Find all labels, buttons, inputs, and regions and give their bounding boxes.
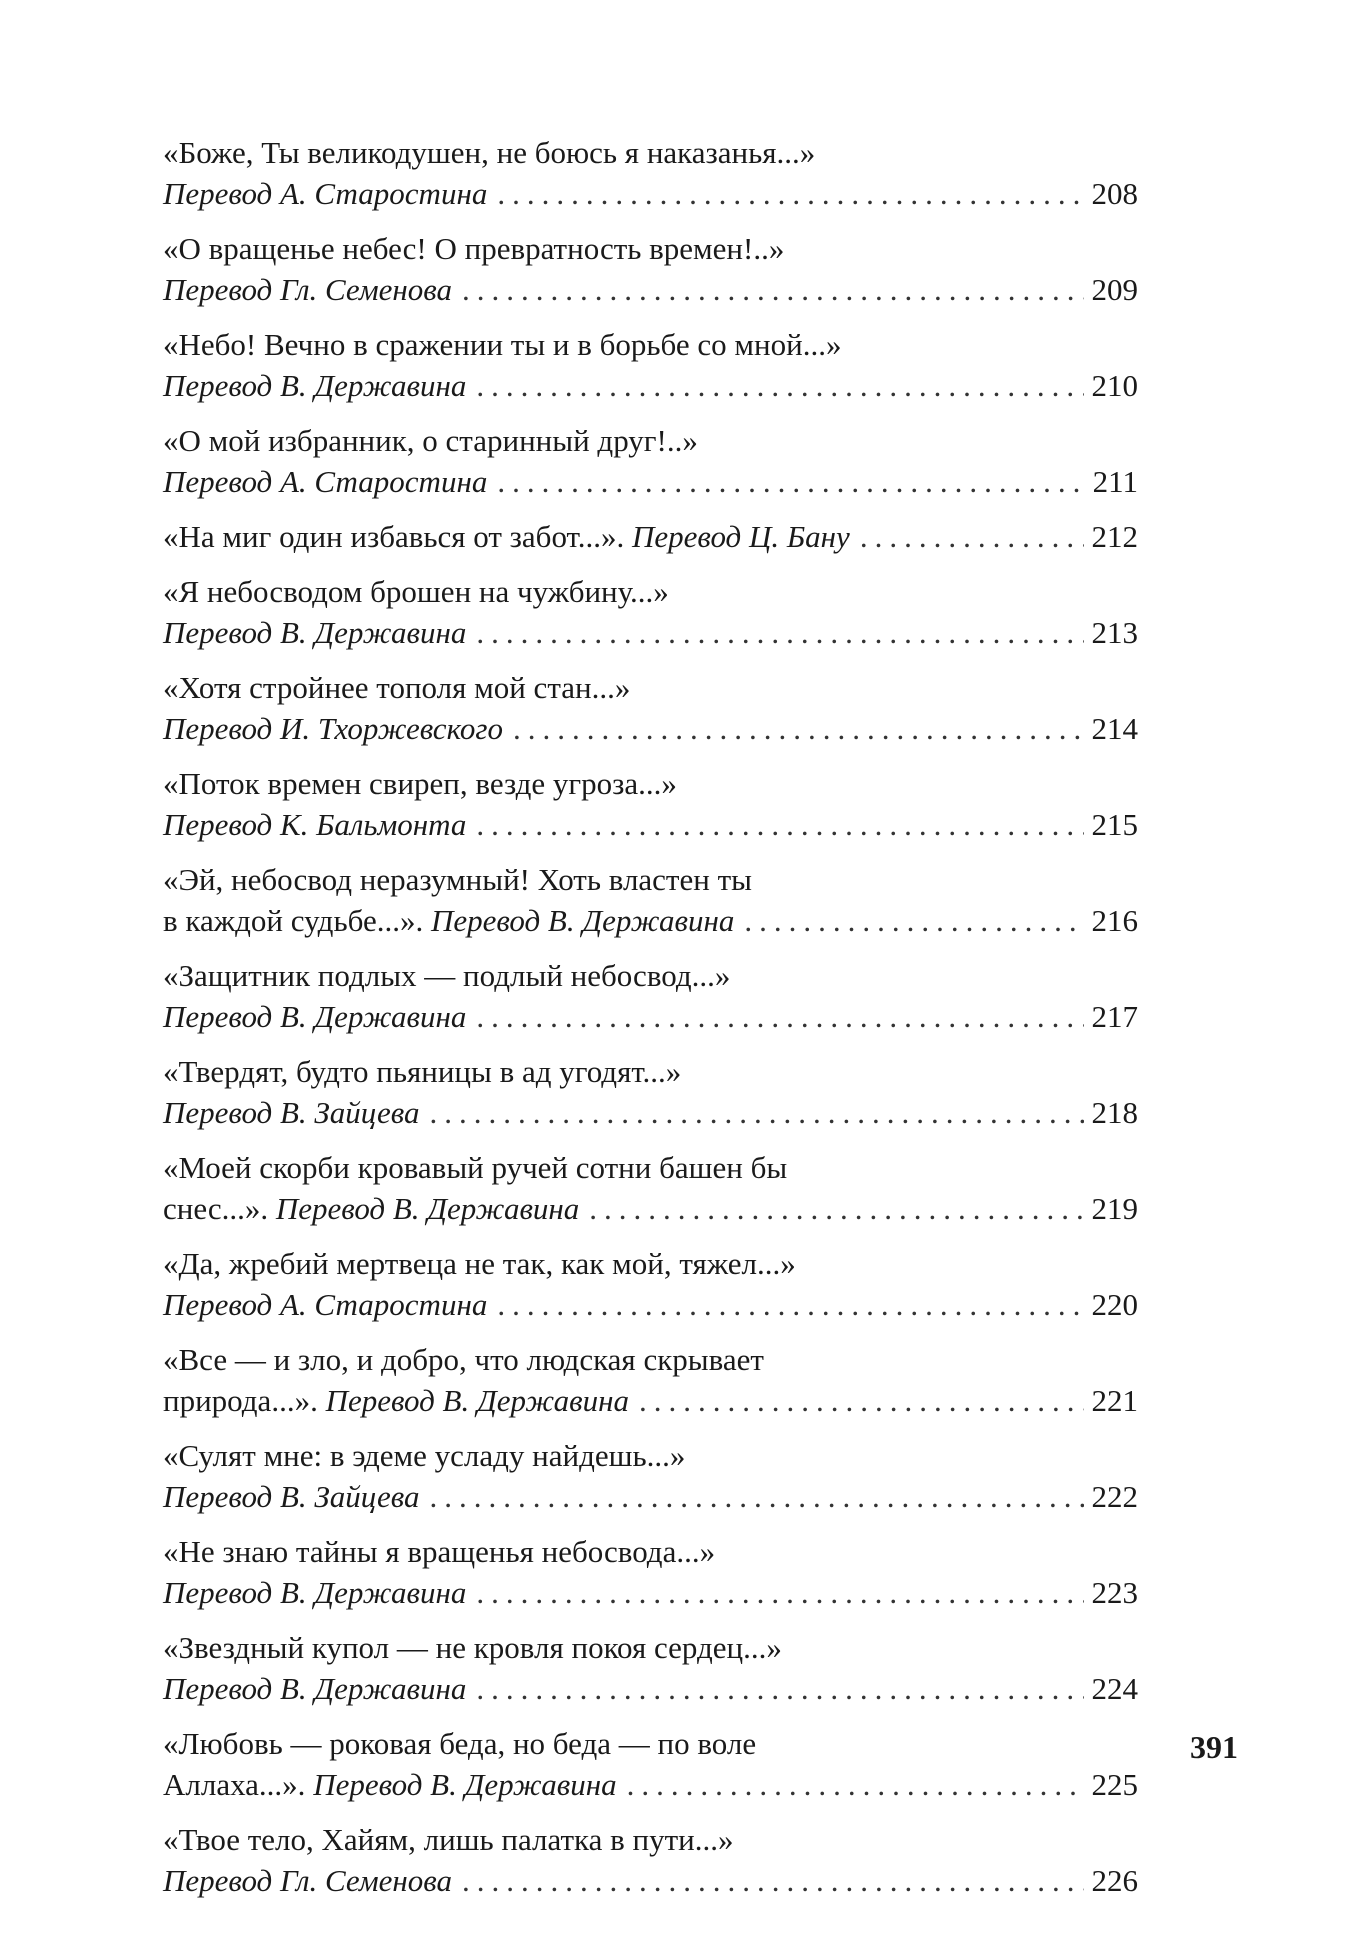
toc-entry-first-line (163, 1435, 1138, 1476)
translator-credit: Перевод В. Державина (275, 1191, 580, 1226)
translator-credit: Перевод А. Старостина (163, 176, 488, 211)
translator-credit: Перевод А. Старостина (163, 1287, 488, 1322)
toc-page-number: 209 (1091, 272, 1138, 307)
toc-page-number: 218 (1091, 1095, 1138, 1130)
toc-entry-text (163, 1188, 579, 1229)
poem-first-line: «Не знаю тайны я вращенья небосвода...» (163, 1534, 716, 1569)
translator-credit: Перевод К. Бальмонта (163, 807, 467, 842)
toc-page-number: 221 (1091, 1383, 1138, 1418)
toc-entry (163, 859, 1138, 941)
translator-credit: Перевод В. Державина (325, 1383, 629, 1418)
translator-credit: Перевод В. Державина (163, 368, 467, 403)
dot-leader (639, 1380, 1084, 1421)
toc-entry-text (163, 708, 503, 749)
dot-leader (476, 1572, 1083, 1613)
poem-line-continuation: «На миг один избавься от забот...». (163, 519, 633, 554)
toc-entry (163, 667, 1138, 749)
toc-entry-translator-line (163, 1476, 1138, 1517)
translator-credit: Перевод В. Зайцева (163, 1479, 420, 1514)
toc-entry-translator-line (163, 612, 1138, 653)
toc-entry (163, 1147, 1138, 1229)
toc-entry (163, 955, 1138, 1037)
toc-entry-translator-line (163, 996, 1138, 1037)
dot-leader (476, 365, 1083, 406)
toc-entry-translator-line (163, 900, 1138, 941)
dot-leader (744, 900, 1083, 941)
toc-entry-translator-line (163, 1572, 1138, 1613)
toc-page-number: 210 (1091, 368, 1138, 403)
toc-entry-text (163, 1284, 487, 1325)
toc-page-number: 212 (1091, 519, 1138, 554)
toc-entry-text (163, 1092, 420, 1133)
toc-entry-text (163, 269, 452, 310)
toc-entry-translator-line (163, 1380, 1138, 1421)
toc-entry-first-line (163, 1723, 1138, 1764)
dot-leader (462, 1860, 1083, 1901)
toc-entry-text (163, 1380, 629, 1421)
toc-entry-translator-line (163, 365, 1138, 406)
toc-page-number: 223 (1091, 1575, 1138, 1610)
translator-credit: Перевод В. Державина (163, 999, 467, 1034)
toc-entry-text (163, 173, 487, 214)
toc-page-number: 213 (1091, 615, 1138, 650)
poem-line-continuation: в каждой судьбе...». (163, 903, 431, 938)
toc-entry (163, 1435, 1138, 1517)
dot-leader (476, 996, 1083, 1037)
toc-entry-text (163, 1860, 452, 1901)
toc-entry-text (163, 516, 850, 557)
dot-leader (627, 1764, 1084, 1805)
dot-leader (476, 612, 1083, 653)
poem-first-line: «Моей скорби кровавый ручей сотни башен бы (163, 1150, 788, 1185)
translator-credit: Перевод И. Тхоржевского (163, 711, 503, 746)
toc-entry-first-line (163, 571, 1138, 612)
toc-entry-first-line (163, 1627, 1138, 1668)
toc-entry (163, 516, 1138, 557)
poem-first-line: «Небо! Вечно в сражении ты и в борьбе со мной...» (163, 327, 842, 362)
toc-entry (163, 1819, 1138, 1901)
translator-credit: Перевод В. Державина (163, 1671, 467, 1706)
toc-page-number: 226 (1091, 1863, 1138, 1898)
toc-entry-first-line (163, 1819, 1138, 1860)
toc-entry (163, 1723, 1138, 1805)
toc-entry (163, 1339, 1138, 1421)
toc-entry-translator-line (163, 269, 1138, 310)
translator-credit: Перевод В. Державина (163, 615, 467, 650)
toc-entry-first-line (163, 859, 1138, 900)
toc-page-number: 225 (1091, 1767, 1138, 1802)
toc-entry-text (163, 996, 466, 1037)
toc-entry-translator-line (163, 1860, 1138, 1901)
toc-page-number: 220 (1091, 1287, 1138, 1322)
toc-entry-text (163, 1572, 466, 1613)
poem-first-line: «Твердят, будто пьяницы в ад угодят...» (163, 1054, 682, 1089)
dot-leader (430, 1476, 1084, 1517)
poem-line-continuation: снес...». (163, 1191, 276, 1226)
poem-first-line: «Защитник подлых — подлый небосвод...» (163, 958, 731, 993)
toc-entry-first-line (163, 324, 1138, 365)
toc-entry-text (163, 804, 466, 845)
poem-first-line: «Твое тело, Хайям, лишь палатка в пути...» (163, 1822, 734, 1857)
poem-first-line: «Поток времен свиреп, везде угроза...» (163, 766, 677, 801)
poem-first-line: «Боже, Ты великодушен, не боюсь я наказанья...» (163, 135, 816, 170)
toc-page-number: 217 (1091, 999, 1138, 1034)
poem-first-line: «Хотя стройнее тополя мой стан...» (163, 670, 631, 705)
page-number: 391 (1190, 1729, 1238, 1765)
toc-entry-first-line (163, 228, 1138, 269)
toc-entry (163, 228, 1138, 310)
translator-credit: Перевод А. Старостина (163, 464, 488, 499)
dot-leader (860, 516, 1084, 557)
toc-entry-first-line (163, 1147, 1138, 1188)
translator-credit: Перевод Ц. Бану (632, 519, 850, 554)
toc-entry-translator-line (163, 1764, 1138, 1805)
toc-entry-first-line (163, 1531, 1138, 1572)
toc-entry-first-line (163, 1243, 1138, 1284)
toc-entry-translator-line (163, 1668, 1138, 1709)
toc-entry-translator-line (163, 1188, 1138, 1229)
poem-first-line: «Я небосводом брошен на чужбину...» (163, 574, 669, 609)
poem-first-line: «Эй, небосвод неразумный! Хоть властен ты (163, 862, 752, 897)
toc-entry-text (163, 900, 734, 941)
toc-entry-text (163, 461, 487, 502)
toc-entry-first-line (163, 1339, 1138, 1380)
toc-entry-translator-line (163, 804, 1138, 845)
toc-entry (163, 1627, 1138, 1709)
poem-first-line: «Сулят мне: в эдеме усладу найдешь...» (163, 1438, 686, 1473)
dot-leader (462, 269, 1083, 310)
poem-first-line: «Все — и зло, и добро, что людская скрывает (163, 1342, 764, 1377)
translator-credit: Перевод В. Державина (430, 903, 735, 938)
dot-leader (497, 461, 1084, 502)
toc-entry (163, 763, 1138, 845)
dot-leader (430, 1092, 1084, 1133)
toc-entry (163, 1531, 1138, 1613)
toc-entry-first-line (163, 763, 1138, 804)
toc-entry-translator-line (163, 516, 1138, 557)
toc-entry-first-line (163, 667, 1138, 708)
toc-entry-text (163, 1476, 420, 1517)
toc-entry-translator-line (163, 461, 1138, 502)
toc-entry (163, 132, 1138, 214)
toc-entry-text (163, 1668, 466, 1709)
dot-leader (497, 173, 1083, 214)
toc-entry-first-line (163, 1051, 1138, 1092)
toc-entry-text (163, 612, 466, 653)
poem-first-line: «Звездный купол — не кровля покоя сердец...» (163, 1630, 782, 1665)
dot-leader (513, 708, 1084, 749)
poem-first-line: «Любовь — роковая беда, но беда — по воле (163, 1726, 757, 1761)
translator-credit: Перевод Гл. Семенова (163, 272, 453, 307)
toc-entry-translator-line (163, 708, 1138, 749)
toc-entry-first-line (163, 420, 1138, 461)
dot-leader (476, 1668, 1083, 1709)
toc-entry (163, 420, 1138, 502)
toc-page-number: 214 (1091, 711, 1138, 746)
toc-page-number: 208 (1091, 176, 1138, 211)
poem-first-line: «Да, жребий мертвеца не так, как мой, тяжел...» (163, 1246, 796, 1281)
toc-entry-translator-line (163, 1092, 1138, 1133)
toc-entry (163, 571, 1138, 653)
poem-first-line: «О вращенье небес! О превратность времен!..» (163, 231, 785, 266)
toc-page-number: 224 (1091, 1671, 1138, 1706)
dot-leader (476, 804, 1083, 845)
translator-credit: Перевод В. Державина (313, 1767, 617, 1802)
toc-page-number: 222 (1091, 1479, 1138, 1514)
poem-line-continuation: Аллаха...». (163, 1767, 314, 1802)
translator-credit: Перевод В. Зайцева (163, 1095, 420, 1130)
toc-page-number: 211 (1092, 464, 1138, 499)
table-of-contents (163, 132, 1138, 1915)
translator-credit: Перевод В. Державина (163, 1575, 467, 1610)
translator-credit: Перевод Гл. Семенова (163, 1863, 453, 1898)
toc-entry-first-line (163, 955, 1138, 996)
toc-entry-text (163, 1764, 617, 1805)
toc-page-number: 216 (1091, 903, 1138, 938)
toc-entry (163, 1243, 1138, 1325)
toc-page-number: 219 (1091, 1191, 1138, 1226)
toc-page-number: 215 (1091, 807, 1138, 842)
toc-entry-translator-line (163, 173, 1138, 214)
toc-entry-text (163, 365, 466, 406)
dot-leader (589, 1188, 1083, 1229)
toc-entry (163, 1051, 1138, 1133)
toc-entry-translator-line (163, 1284, 1138, 1325)
dot-leader (497, 1284, 1083, 1325)
poem-line-continuation: природа...». (163, 1383, 326, 1418)
toc-entry-first-line (163, 132, 1138, 173)
toc-entry (163, 324, 1138, 406)
poem-first-line: «О мой избранник, о старинный друг!..» (163, 423, 698, 458)
